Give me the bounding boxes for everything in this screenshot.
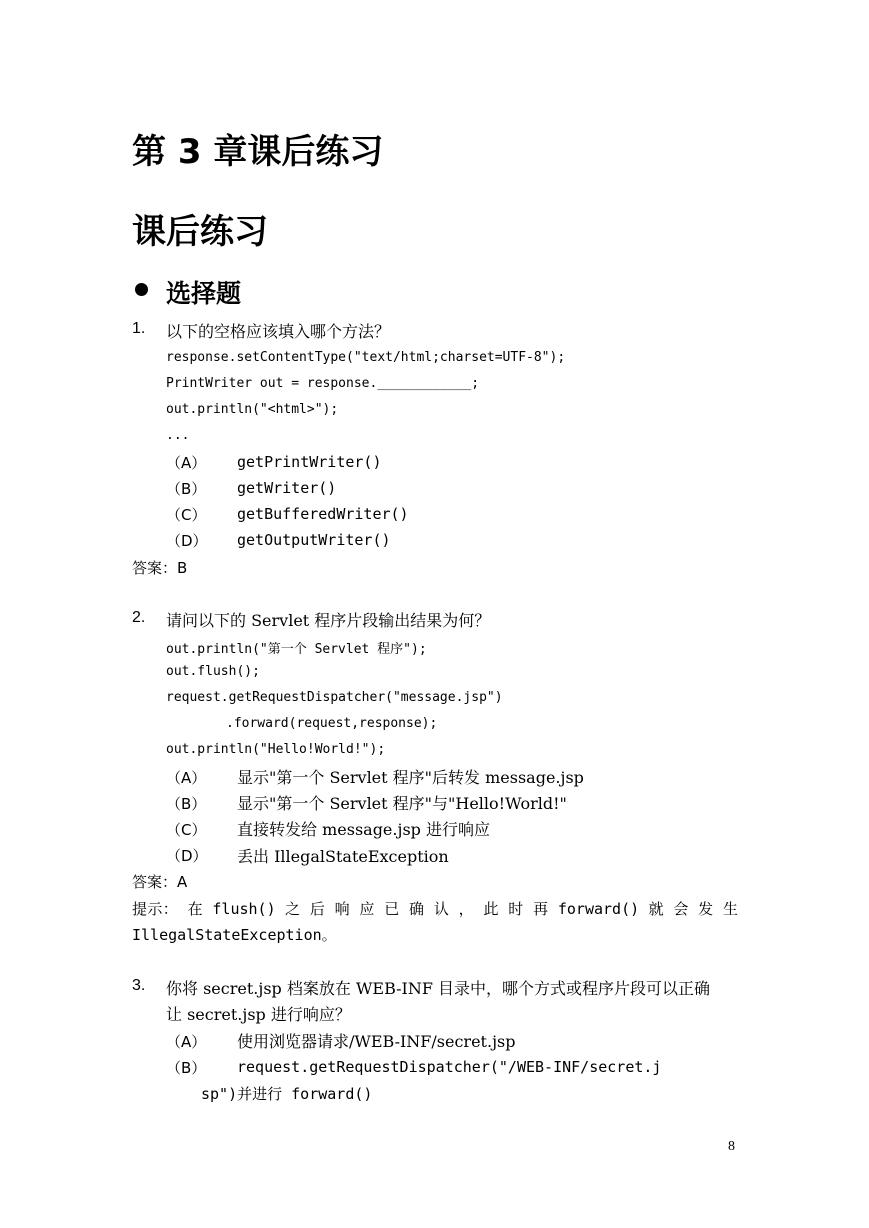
question-3-number: 3. [132, 977, 146, 994]
option-b-label: （B） [166, 480, 207, 498]
option-c-text: 直接转发给 message.jsp 进行响应 [237, 820, 490, 839]
option-c-label: （C） [166, 506, 207, 524]
option-c-label: （C） [166, 821, 207, 839]
option-b-text: 显示"第一个 Servlet 程序"与"Hello!World!" [237, 794, 567, 813]
option-a-text: 使用浏览器请求/WEB-INF/secret.jsp [237, 1032, 516, 1051]
question-3-text-cont: 让 secret.jsp 进行响应？ [166, 1005, 351, 1024]
question-1-number: 1. [132, 320, 146, 337]
option-b-text: request.getRequestDispatcher("/WEB-INF/secret.j [237, 1058, 662, 1076]
option-a-text: 显示"第一个 Servlet 程序"后转发 message.jsp [237, 768, 584, 787]
option-a-label: （A） [166, 1033, 207, 1051]
question-2-code-line: out.println("第一个 Servlet 程序"); [166, 642, 427, 657]
question-1-code-line: ... [166, 428, 190, 443]
option-a-label: （A） [166, 769, 207, 787]
question-1-code-line: response.setContentType("text/html;charset=UTF-8"); [166, 350, 566, 365]
question-2-hint-cont: IllegalStateException。 [132, 926, 337, 944]
question-1-code-line: PrintWriter out = response.____________; [166, 376, 480, 391]
option-b-text: getWriter() [237, 479, 337, 497]
question-2-number: 2. [132, 609, 146, 626]
question-2-code-line: out.flush(); [166, 664, 260, 679]
question-2-code-line: .forward(request,response); [226, 716, 438, 731]
section-title: 课后练习 [132, 212, 268, 252]
option-a-text: getPrintWriter() [237, 453, 382, 471]
question-2-text: 请问以下的 Servlet 程序片段输出结果为何？ [166, 611, 491, 630]
question-2-answer: 答案：A [132, 873, 188, 891]
option-b-text-cont: sp")并进行 forward() [201, 1085, 373, 1103]
chapter-title: 第 3 章课后练习 [132, 132, 384, 172]
bullet-icon [135, 283, 148, 296]
question-1-code-line: out.println("<html>"); [166, 402, 339, 417]
page-number: 8 [728, 1139, 735, 1154]
question-3-text: 你将 secret.jsp 档案放在 WEB-INF 目录中，哪个方式或程序片段可以正确 [166, 979, 711, 998]
option-b-label: （B） [166, 1059, 207, 1077]
option-d-text: 丢出 IllegalStateException [237, 847, 449, 866]
option-b-label: （B） [166, 795, 207, 813]
subsection-title: 选择题 [166, 279, 242, 308]
option-d-text: getOutputWriter() [237, 531, 391, 549]
question-1-answer: 答案：B [132, 559, 188, 577]
option-a-label: （A） [166, 454, 207, 472]
question-1-text: 以下的空格应该填入哪个方法？ [166, 322, 391, 341]
question-2-hint: 提示： 在 flush() 之 后 响 应 已 确 认 ， 此 时 再 forward() 就 会 发 生 [132, 900, 738, 918]
question-2-code-line: request.getRequestDispatcher("message.jsp") [166, 690, 503, 705]
question-2-code-line: out.println("Hello!World!"); [166, 742, 386, 757]
option-c-text: getBufferedWriter() [237, 505, 409, 523]
option-d-label: （D） [166, 847, 208, 865]
option-d-label: （D） [166, 532, 208, 550]
